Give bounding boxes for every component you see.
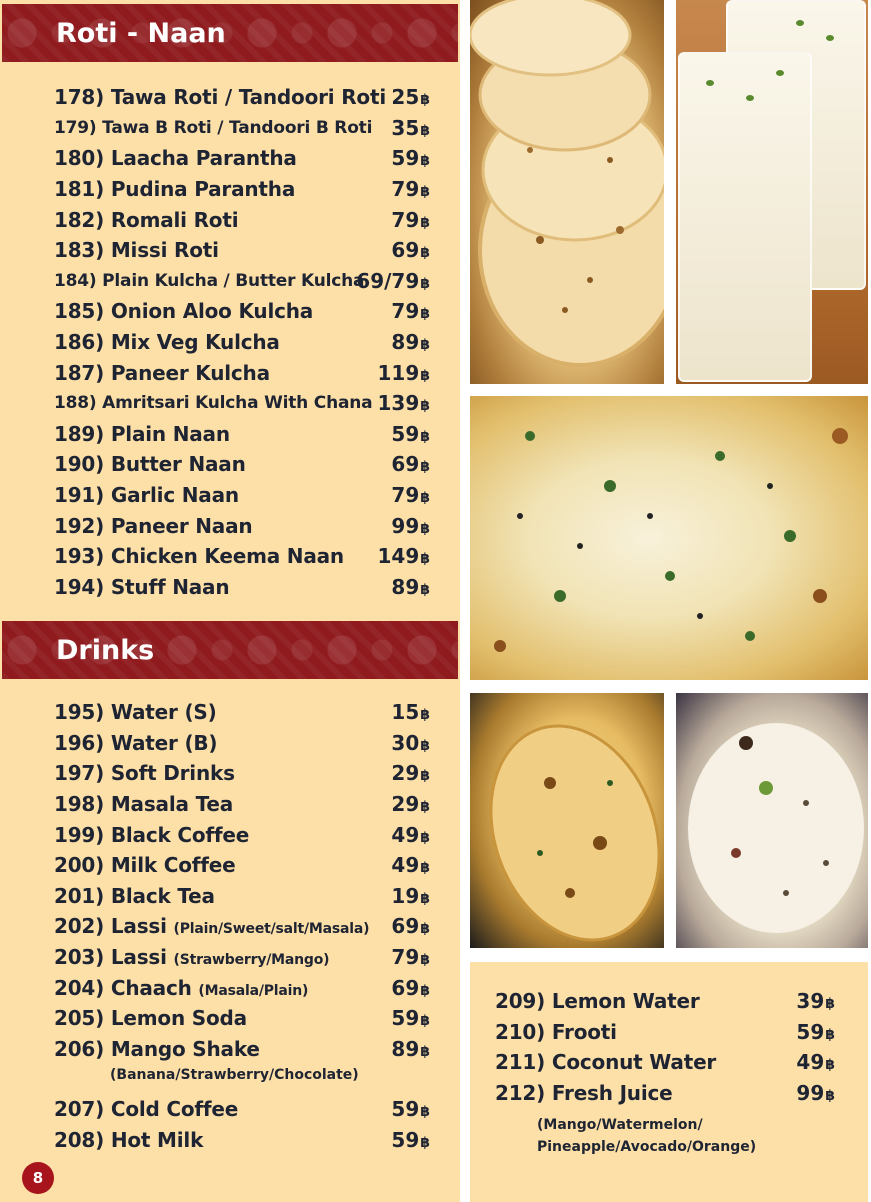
- baht-symbol: ฿: [420, 890, 430, 907]
- section-banner-drinks: [2, 621, 458, 679]
- item-price: 139฿: [377, 391, 430, 416]
- section-title-drinks: Drinks: [56, 634, 155, 666]
- item-name: 192) Paneer Naan: [54, 513, 253, 538]
- baht-symbol: ฿: [420, 92, 430, 109]
- butter-naan-photo: [470, 693, 664, 948]
- item-price: 59฿: [391, 1006, 430, 1031]
- drinks-list: [54, 697, 430, 1064]
- baht-symbol: ฿: [420, 367, 430, 384]
- menu-item: [54, 266, 430, 297]
- menu-item: [54, 1094, 430, 1125]
- item-variants: (Masala/Plain): [198, 982, 309, 999]
- baht-symbol: ฿: [420, 860, 430, 877]
- item-price: 59฿: [391, 1127, 430, 1152]
- item-name: 184) Plain Kulcha / Butter Kulcha: [54, 270, 365, 291]
- menu-item: [54, 82, 430, 113]
- item-name: 191) Garlic Naan: [54, 483, 239, 508]
- menu-item: [54, 327, 430, 358]
- item-name: 190) Butter Naan: [54, 452, 246, 477]
- menu-item: [54, 758, 430, 789]
- baht-symbol: ฿: [420, 1134, 430, 1151]
- item-name: 178) Tawa Roti / Tandoori Roti: [54, 85, 386, 110]
- item-price: 59฿: [391, 1097, 430, 1122]
- item-name: 208) Hot Milk: [54, 1127, 204, 1152]
- item-name: 195) Water (S): [54, 700, 217, 725]
- baht-symbol: ฿: [420, 153, 430, 170]
- baht-symbol: ฿: [420, 245, 430, 262]
- menu-item: [54, 881, 430, 912]
- page-number: 8: [32, 1169, 44, 1187]
- item-price: 89฿: [391, 574, 430, 599]
- baht-symbol: ฿: [420, 122, 430, 139]
- menu-item: [54, 697, 430, 728]
- mango-shake-note: (Banana/Strawberry/Chocolate): [110, 1067, 359, 1083]
- baht-symbol: ฿: [420, 921, 430, 938]
- item-name: 180) Laacha Parantha: [54, 146, 297, 171]
- baht-symbol: ฿: [420, 1013, 430, 1030]
- baht-symbol: ฿: [420, 551, 430, 568]
- baht-symbol: ฿: [420, 581, 430, 598]
- baht-symbol: ฿: [420, 952, 430, 969]
- item-name: 189) Plain Naan: [54, 421, 230, 446]
- item-name: 199) Black Coffee: [54, 822, 250, 847]
- item-price: 25฿: [391, 85, 430, 110]
- item-name: 207) Cold Coffee: [54, 1097, 239, 1122]
- menu-item: [54, 911, 430, 942]
- fresh-juice-note: [495, 1114, 835, 1158]
- lassi-glasses-photo: [676, 0, 868, 384]
- fresh-juice-note-line-1: (Mango/Watermelon/: [537, 1117, 703, 1134]
- item-name: 185) Onion Aloo Kulcha: [54, 299, 314, 324]
- baht-symbol: ฿: [420, 1104, 430, 1121]
- item-name: 194) Stuff Naan: [54, 574, 230, 599]
- item-name: 198) Masala Tea: [54, 792, 234, 817]
- item-name: 197) Soft Drinks: [54, 761, 235, 786]
- item-name: 179) Tawa B Roti / Tandoori B Roti: [54, 117, 373, 138]
- baht-symbol: ฿: [420, 768, 430, 785]
- baht-symbol: ฿: [420, 982, 430, 999]
- roti-naan-list: [54, 82, 430, 602]
- menu-item: [495, 1017, 835, 1048]
- item-price: 79฿: [391, 945, 430, 970]
- item-price: 69฿: [391, 914, 430, 939]
- item-price: 89฿: [391, 330, 430, 355]
- item-name: 210) Frooti: [495, 1019, 617, 1044]
- item-price: 69฿: [391, 238, 430, 263]
- garlic-naan-photo: [470, 396, 868, 680]
- item-name: 183) Missi Roti: [54, 238, 219, 263]
- drinks-list-continued: [54, 1094, 430, 1155]
- more-drinks-list: [495, 986, 835, 1158]
- baht-symbol: ฿: [825, 1026, 835, 1043]
- item-name: 205) Lemon Soda: [54, 1006, 247, 1031]
- item-price: 69฿: [391, 975, 430, 1000]
- item-name: 202) Lassi (Plain/Sweet/salt/Masala): [54, 914, 370, 939]
- menu-item: [54, 541, 430, 572]
- menu-item: [54, 942, 430, 973]
- item-price: 79฿: [391, 177, 430, 202]
- menu-item: [54, 235, 430, 266]
- more-drinks-box: [470, 962, 868, 1202]
- item-price: 79฿: [391, 483, 430, 508]
- item-variants: (Strawberry/Mango): [173, 952, 330, 969]
- item-price: 149฿: [377, 544, 430, 569]
- menu-item: [54, 850, 430, 881]
- baht-symbol: ฿: [420, 799, 430, 816]
- item-name: 196) Water (B): [54, 730, 218, 755]
- item-price: 49฿: [391, 853, 430, 878]
- baht-symbol: ฿: [420, 490, 430, 507]
- item-price: 19฿: [391, 883, 430, 908]
- menu-item: [54, 174, 430, 205]
- item-price: 30฿: [391, 730, 430, 755]
- item-price: 89฿: [391, 1036, 430, 1061]
- page-number-badge: [22, 1162, 54, 1194]
- menu-item: [54, 480, 430, 511]
- item-name: 181) Pudina Parantha: [54, 177, 296, 202]
- menu-item: [54, 388, 430, 419]
- baht-symbol: ฿: [420, 184, 430, 201]
- item-name: 182) Romali Roti: [54, 207, 239, 232]
- item-name: 187) Paneer Kulcha: [54, 360, 270, 385]
- item-name: 193) Chicken Keema Naan: [54, 544, 344, 569]
- item-price: 15฿: [391, 700, 430, 725]
- item-name: 212) Fresh Juice: [495, 1081, 673, 1106]
- roti-basket-photo: [470, 0, 664, 384]
- baht-symbol: ฿: [825, 1088, 835, 1105]
- item-price: 39฿: [796, 989, 835, 1014]
- item-price: 29฿: [391, 761, 430, 786]
- item-price: 69/79฿: [356, 268, 430, 293]
- item-name: 201) Black Tea: [54, 883, 215, 908]
- item-price: 99฿: [391, 513, 430, 538]
- menu-item: [54, 1034, 430, 1065]
- menu-item: [495, 1047, 835, 1078]
- menu-item: [54, 572, 430, 603]
- item-name: 209) Lemon Water: [495, 989, 700, 1014]
- item-name: 211) Coconut Water: [495, 1050, 717, 1075]
- baht-symbol: ฿: [420, 459, 430, 476]
- menu-item: [54, 1003, 430, 1034]
- menu-item: [54, 357, 430, 388]
- baht-symbol: ฿: [420, 737, 430, 754]
- baht-symbol: ฿: [420, 398, 430, 415]
- item-name: 204) Chaach (Masala/Plain): [54, 975, 309, 1000]
- item-price: 49฿: [391, 822, 430, 847]
- baht-symbol: ฿: [825, 996, 835, 1013]
- item-price: 49฿: [796, 1050, 835, 1075]
- baht-symbol: ฿: [420, 428, 430, 445]
- item-price: 79฿: [391, 299, 430, 324]
- item-price: 59฿: [391, 421, 430, 446]
- baht-symbol: ฿: [420, 337, 430, 354]
- menu-item: [54, 819, 430, 850]
- item-price: 79฿: [391, 207, 430, 232]
- menu-item: [54, 113, 430, 144]
- baht-symbol: ฿: [420, 275, 430, 292]
- baht-symbol: ฿: [420, 829, 430, 846]
- item-price: 35฿: [391, 115, 430, 140]
- item-price: 119฿: [377, 360, 430, 385]
- menu-item: [54, 204, 430, 235]
- fresh-juice-note-line-2: Pineapple/Avocado/Orange): [537, 1139, 757, 1156]
- menu-item: [54, 972, 430, 1003]
- menu-item: [54, 789, 430, 820]
- item-name: 186) Mix Veg Kulcha: [54, 330, 280, 355]
- menu-item: [54, 296, 430, 327]
- item-price: 69฿: [391, 452, 430, 477]
- section-title-roti-naan: Roti - Naan: [56, 17, 226, 49]
- jeera-rice-photo: [676, 693, 868, 948]
- item-name: 206) Mango Shake: [54, 1036, 260, 1061]
- baht-symbol: ฿: [420, 520, 430, 537]
- menu-item: [54, 1125, 430, 1156]
- menu-item: [54, 143, 430, 174]
- item-price: 59฿: [391, 146, 430, 171]
- section-banner-roti-naan: [2, 4, 458, 62]
- item-name: 200) Milk Coffee: [54, 853, 236, 878]
- menu-item: [495, 986, 835, 1017]
- baht-symbol: ฿: [420, 306, 430, 323]
- baht-symbol: ฿: [825, 1057, 835, 1074]
- item-price: 99฿: [796, 1081, 835, 1106]
- baht-symbol: ฿: [420, 707, 430, 724]
- item-price: 59฿: [796, 1019, 835, 1044]
- menu-item: [54, 510, 430, 541]
- item-name: 203) Lassi (Strawberry/Mango): [54, 945, 330, 970]
- item-name: 188) Amritsari Kulcha With Chana: [54, 393, 373, 414]
- menu-item: [54, 728, 430, 759]
- item-variants: (Plain/Sweet/salt/Masala): [173, 921, 370, 938]
- menu-item: [54, 419, 430, 450]
- baht-symbol: ฿: [420, 1043, 430, 1060]
- item-price: 29฿: [391, 792, 430, 817]
- baht-symbol: ฿: [420, 214, 430, 231]
- menu-item: [495, 1078, 835, 1109]
- menu-item: [54, 449, 430, 480]
